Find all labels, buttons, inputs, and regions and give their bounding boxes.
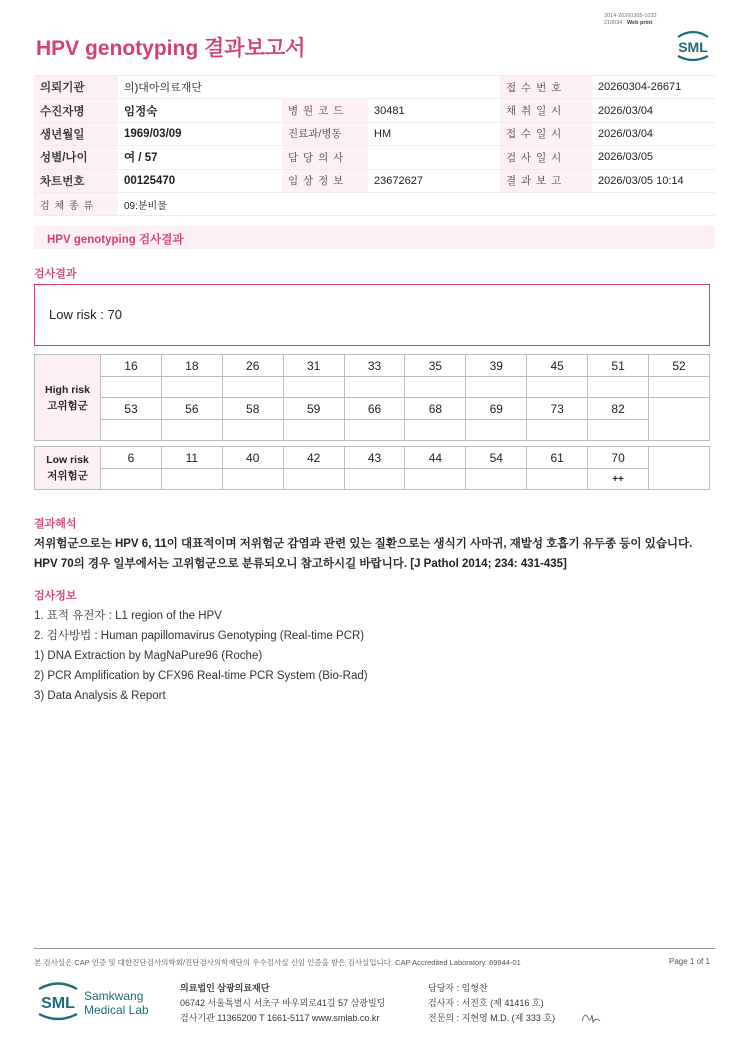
hpv-result-cell [101, 420, 162, 441]
hpv-type-cell: 51 [588, 355, 649, 377]
hpv-result-cell [588, 420, 649, 441]
value-hospital-code: 30481 [368, 99, 500, 122]
value-clinical-info: 23672627 [368, 169, 500, 192]
low-risk-label-ko: 저위험군 [47, 470, 88, 482]
signature-icon [580, 1009, 602, 1025]
hpv-type-cell: 39 [466, 355, 527, 377]
info-row [34, 169, 715, 192]
high-risk-label [35, 355, 101, 441]
hpv-result-cell [161, 420, 222, 441]
info-row [34, 99, 715, 122]
test-info-line: 2) PCR Amplification by CFX96 Real-time PCR System (Bio-Rad) [34, 670, 368, 682]
label-specimen-type: 검 체 종 류 [34, 192, 118, 215]
hpv-result-cell [222, 469, 283, 490]
org-address: 06742 서울특별시 서초구 바우뫼로41길 57 삼광빌딩 [180, 998, 386, 1008]
hpv-result-cell [222, 420, 283, 441]
organization-info [180, 981, 385, 1026]
hpv-result-cell [527, 420, 588, 441]
test-info-line: 2. 검사방법 : Human papillomavirus Genotyping (Real-time PCR) [34, 630, 365, 642]
page-title: HPV genotyping 결과보고서 [36, 37, 306, 60]
hpv-type-cell: 45 [527, 355, 588, 377]
low-risk-label-en: Low risk [46, 454, 89, 466]
hpv-type-cell: 18 [161, 355, 222, 377]
label-doctor: 담 당 의 사 [282, 146, 368, 169]
hpv-type-cell: 31 [283, 355, 344, 377]
value-requesting-institution: 의)대아의료재단 [118, 76, 500, 99]
label-collection-date: 채 취 일 시 [500, 99, 592, 122]
logo-sml-text: SML [41, 995, 75, 1012]
label-receipt-number: 접 수 번 호 [500, 76, 592, 99]
info-row [34, 146, 715, 169]
hpv-result-cell [527, 469, 588, 490]
logo-line2: Medical Lab [84, 1003, 149, 1017]
test-info-line: 1. 표적 유전자 : L1 region of the HPV [34, 610, 222, 622]
value-chart-number: 00125470 [118, 169, 282, 192]
hpv-result-cell [283, 420, 344, 441]
hpv-result-cell [161, 469, 222, 490]
hpv-type-cell: 61 [527, 447, 588, 469]
hpv-type-cell: 54 [466, 447, 527, 469]
staff-line: 전문의 : 지현영 M.D. (제 333 호) [428, 1013, 556, 1023]
test-info-line: 1) DNA Extraction by MagNaPure96 (Roche) [34, 650, 263, 662]
hpv-result-cell [405, 420, 466, 441]
hpv-result-cell [466, 420, 527, 441]
hpv-type-cell: 70 [588, 447, 649, 469]
hpv-type-cell: 35 [405, 355, 466, 377]
hpv-type-cell: 73 [527, 398, 588, 420]
patient-info-table [34, 75, 715, 216]
high-risk-table [34, 354, 710, 441]
interpretation-line: HPV 70의 경우 일부에서는 고위험군으로 분류되오니 참고하시길 바랍니다. [J Pathol 2014; 234: 431-435] [34, 558, 567, 570]
hpv-type-cell: 58 [222, 398, 283, 420]
hpv-result-cell [222, 377, 283, 398]
value-receipt-number: 20260304-26671 [592, 76, 715, 99]
logo-line1: Samkwang [84, 989, 144, 1003]
hpv-type-cell: 42 [283, 447, 344, 469]
hpv-result-cell [344, 377, 405, 398]
report-code-line1: 3014-20260305-1033 [604, 13, 657, 19]
hpv-result-cell [466, 469, 527, 490]
interpretation-text [34, 534, 724, 574]
result-heading: 검사결과 [34, 268, 77, 280]
info-row [34, 192, 715, 215]
hpv-result-cell [588, 377, 649, 398]
footer-divider [34, 948, 715, 949]
value-doctor [368, 146, 500, 169]
sml-logo-text: SML [678, 39, 708, 55]
value-receipt-date: 2026/03/04 [592, 122, 715, 145]
hpv-type-cell: 16 [101, 355, 162, 377]
hpv-result-cell [405, 469, 466, 490]
value-department: HM [368, 122, 500, 145]
result-text: Low risk : 70 [49, 307, 122, 322]
info-row [34, 76, 715, 99]
hpv-result-cell [101, 377, 162, 398]
hpv-type-cell: 53 [101, 398, 162, 420]
hpv-type-cell: 66 [344, 398, 405, 420]
hpv-result-cell [283, 469, 344, 490]
hpv-result-cell [405, 377, 466, 398]
label-chart-number: 차트번호 [34, 169, 118, 192]
hpv-type-cell: 43 [344, 447, 405, 469]
org-name: 의료법인 삼광의료재단 [180, 983, 270, 993]
hpv-type-cell: 52 [649, 355, 710, 377]
label-birth-date: 생년월일 [34, 122, 118, 145]
hpv-type-cell: 26 [222, 355, 283, 377]
value-collection-date: 2026/03/04 [592, 99, 715, 122]
org-contact: 검사기관 11365200 T 1661-5117 www.smlab.co.kr [180, 1013, 380, 1023]
samkwang-logo-icon [36, 978, 166, 1024]
report-code-line2: 210034 [604, 19, 623, 26]
interpretation-line: 저위험군으로는 HPV 6, 11이 대표적이며 저위험군 감염과 관련 있는 질환으로는 생식기 사마귀, 재발성 호흡기 유두종 등이 있습니다. [34, 538, 693, 550]
test-info-line: 3) Data Analysis & Report [34, 690, 166, 702]
label-clinical-info: 임 상 정 보 [282, 169, 368, 192]
value-sex-age: 여 / 57 [118, 146, 282, 169]
hpv-type-cell: 11 [161, 447, 222, 469]
high-risk-label-en: High risk [45, 383, 90, 396]
section-title: HPV genotyping 검사결과 [34, 226, 715, 249]
hpv-result-cell [344, 469, 405, 490]
page-number: Page 1 of 1 [669, 957, 710, 966]
accreditation-note: 본 검사실은 CAP 인증 및 대한진단검사의학회/진단검사의학재단의 우수검사실 신임 인증을 받은 검사실입니다. CAP Accredited Laboratory. 69944-01 [34, 958, 521, 967]
hpv-type-cell: 40 [222, 447, 283, 469]
label-sex-age: 성별/나이 [34, 146, 118, 169]
low-risk-label [35, 447, 101, 490]
web-print-label: Web print [626, 19, 653, 26]
value-patient-name: 임정숙 [118, 99, 282, 122]
value-specimen-type: 09:분비물 [118, 192, 715, 215]
blank-cell [649, 398, 710, 441]
label-patient-name: 수진자명 [34, 99, 118, 122]
value-result-report: 2026/03/05 10:14 [592, 169, 715, 192]
hpv-type-cell: 68 [405, 398, 466, 420]
value-birth-date: 1969/03/09 [118, 122, 282, 145]
label-receipt-date: 접 수 일 시 [500, 122, 592, 145]
hpv-type-cell: 44 [405, 447, 466, 469]
hpv-type-cell: 33 [344, 355, 405, 377]
label-hospital-code: 병 원 코 드 [282, 99, 368, 122]
label-result-report: 결 과 보 고 [500, 169, 592, 192]
hpv-result-cell [161, 377, 222, 398]
result-box [34, 284, 710, 346]
staff-line: 검사자 : 서진호 (제 41416 호) [428, 998, 544, 1008]
hpv-result-cell [344, 420, 405, 441]
hpv-result-cell [283, 377, 344, 398]
label-requesting-institution: 의뢰기관 [34, 76, 118, 99]
report-code [604, 13, 657, 26]
hpv-70-result-cell: ++ [588, 469, 649, 490]
hpv-type-cell: 56 [161, 398, 222, 420]
low-risk-table [34, 446, 710, 490]
test-info-list [34, 606, 368, 706]
hpv-type-cell: 6 [101, 447, 162, 469]
test-info-heading: 검사정보 [34, 590, 77, 602]
staff-info [428, 981, 555, 1026]
hpv-result-cell [649, 377, 710, 398]
label-department: 진료과/병동 [282, 122, 368, 145]
hpv-result-cell [466, 377, 527, 398]
hpv-type-cell: 82 [588, 398, 649, 420]
hpv-result-cell [101, 469, 162, 490]
hpv-type-cell: 69 [466, 398, 527, 420]
interpretation-heading: 결과해석 [34, 518, 77, 530]
info-row [34, 122, 715, 145]
blank-cell [649, 447, 710, 490]
value-test-date: 2026/03/05 [592, 146, 715, 169]
hpv-type-cell: 59 [283, 398, 344, 420]
hpv-result-cell [527, 377, 588, 398]
high-risk-label-ko: 고위험군 [47, 399, 88, 412]
label-test-date: 검 사 일 시 [500, 146, 592, 169]
sml-logo-icon [672, 26, 714, 64]
staff-line: 담당자 : 임형찬 [428, 983, 488, 993]
